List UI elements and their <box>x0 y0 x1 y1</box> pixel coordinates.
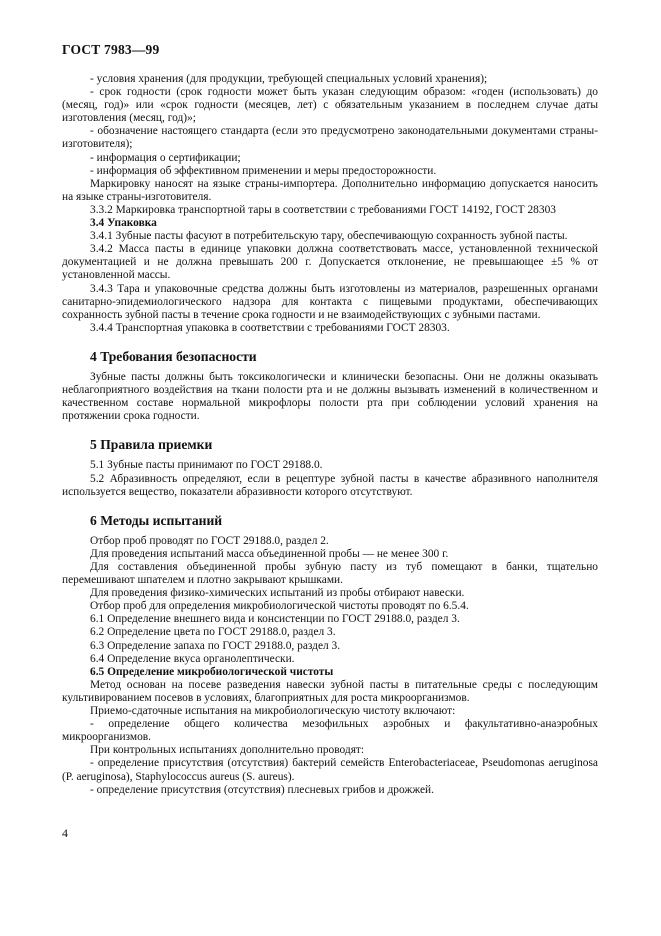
paragraph: Для составления объединенной пробы зубную пасту из туб помещают в банки, тщательно перемешивают шпателем и плотно закрывают крышками. <box>62 561 598 587</box>
paragraph: Маркировку наносят на языке страны-импортера. Дополнительно информацию допускается наносить на языке страны-изготовителя. <box>62 177 598 203</box>
packaging-section <box>62 230 598 335</box>
paragraph: 6.2 Определение цвета по ГОСТ 29188.0, раздел 3. <box>90 626 336 639</box>
paragraph: Зубные пасты должны быть токсикологически и клинически безопасны. Они не должны оказывать неблагоприятного воздействия на ткани полости рта и не должны вызывать изменений в количественном и качественном составе нормальной микрофлоры полости рта при соблюдении условий хранения на протяжении срока годности. <box>62 370 598 423</box>
paragraph: 3.4.3 Тара и упаковочные средства должны быть изготовлены из материалов, разрешенных органами санитарно-эпидемиологического надзора для контакта с пищевыми продуктами, обеспечивающих сохранность зубной пасты в течение срока годности и не взаимодействующих с зубными пастами. <box>62 282 598 321</box>
section-heading-6: 6 Методы испытаний <box>90 512 223 528</box>
paragraph: - определение общего количества мезофильных аэробных и факультативно-анаэробных микроорганизмов. <box>62 718 598 744</box>
paragraph: Метод основан на посеве разведения навески зубной пасты в питательные среды с последующим культивированием посевов в условиях, благоприятных для роста микроорганизмов. <box>62 678 598 704</box>
subsection-heading-3-4: 3.4 Упаковка <box>90 217 157 230</box>
paragraph: - определение присутствия (отсутствия) плесневых грибов и дрожжей. <box>90 783 434 796</box>
page-number: 4 <box>62 826 68 840</box>
running-header: ГОСТ 7983—99 <box>62 42 160 57</box>
paragraph: 6.4 Определение вкуса органолептически. <box>90 652 295 665</box>
paragraph: - информация о сертификации; <box>90 151 241 164</box>
paragraph: - обозначение настоящего стандарта (если это предусмотрено законодательными документами страны-изготовителя); <box>62 125 598 151</box>
paragraph: 3.4.2 Масса пасты в единице упаковки должна соответствовать массе, установленной технической документацией и не должна превышать 200 г. Допускается отклонение, не превышающее ±5 % от установленной массы. <box>62 243 598 282</box>
paragraph: 3.4.1 Зубные пасты фасуют в потребительскую тару, обеспечивающую сохранность зубной пасты. <box>90 230 568 243</box>
paragraph: Для проведения испытаний масса объединенной пробы — не менее 300 г. <box>90 547 449 560</box>
paragraph: 5.2 Абразивность определяют, если в рецептуре зубной пасты в качестве абразивного наполнителя используется вещество, показатели абразивности которого отсутствуют. <box>62 472 598 498</box>
paragraph: - определение присутствия (отсутствия) бактерий семейств Enterobacteriaceae, Pseudomonas aeruginosa (P. aeruginosa), Staphylococcus aureus (S. aureus). <box>62 757 598 783</box>
paragraph: Приемо-сдаточные испытания на микробиологическую чистоту включают: <box>90 705 456 718</box>
section-heading-5: 5 Правила приемки <box>90 437 213 453</box>
paragraph: При контрольных испытаниях дополнительно проводят: <box>90 744 365 757</box>
document-body <box>62 73 598 797</box>
marking-list <box>62 73 598 217</box>
paragraph: 6.1 Определение внешнего вида и консистенции по ГОСТ 29188.0, раздел 3. <box>90 613 460 626</box>
paragraph: 5.1 Зубные пасты принимают по ГОСТ 29188.0. <box>90 459 323 472</box>
paragraph: Для проведения физико-химических испытаний из пробы отбирают навески. <box>90 587 465 600</box>
paragraph: 3.3.2 Маркировка транспортной тары в соответствии с требованиями ГОСТ 14192, ГОСТ 28303 <box>90 203 556 216</box>
paragraph: Отбор проб проводят по ГОСТ 29188.0, раздел 2. <box>90 534 329 547</box>
paragraph: - срок годности (срок годности может быть указан следующим образом: «годен (использовать) до (месяц, год)» или «срок годности (месяцев, лет) с обязательным указанием в последнем случае даты изготовления (месяц, год)»; <box>62 86 598 125</box>
paragraph: 6.3 Определение запаха по ГОСТ 29188.0, раздел 3. <box>90 639 341 652</box>
subsection-heading-6-5: 6.5 Определение микробиологической чистоты <box>90 665 334 678</box>
paragraph: - информация об эффективном применении и меры предосторожности. <box>90 164 437 177</box>
paragraph: Отбор проб для определения микробиологической чистоты проводят по 6.5.4. <box>90 600 469 613</box>
paragraph: 3.4.4 Транспортная упаковка в соответствии с требованиями ГОСТ 28303. <box>90 321 450 334</box>
paragraph: - условия хранения (для продукции, требующей специальных условий хранения); <box>90 73 488 85</box>
section-heading-4: 4 Требования безопасности <box>90 348 257 364</box>
